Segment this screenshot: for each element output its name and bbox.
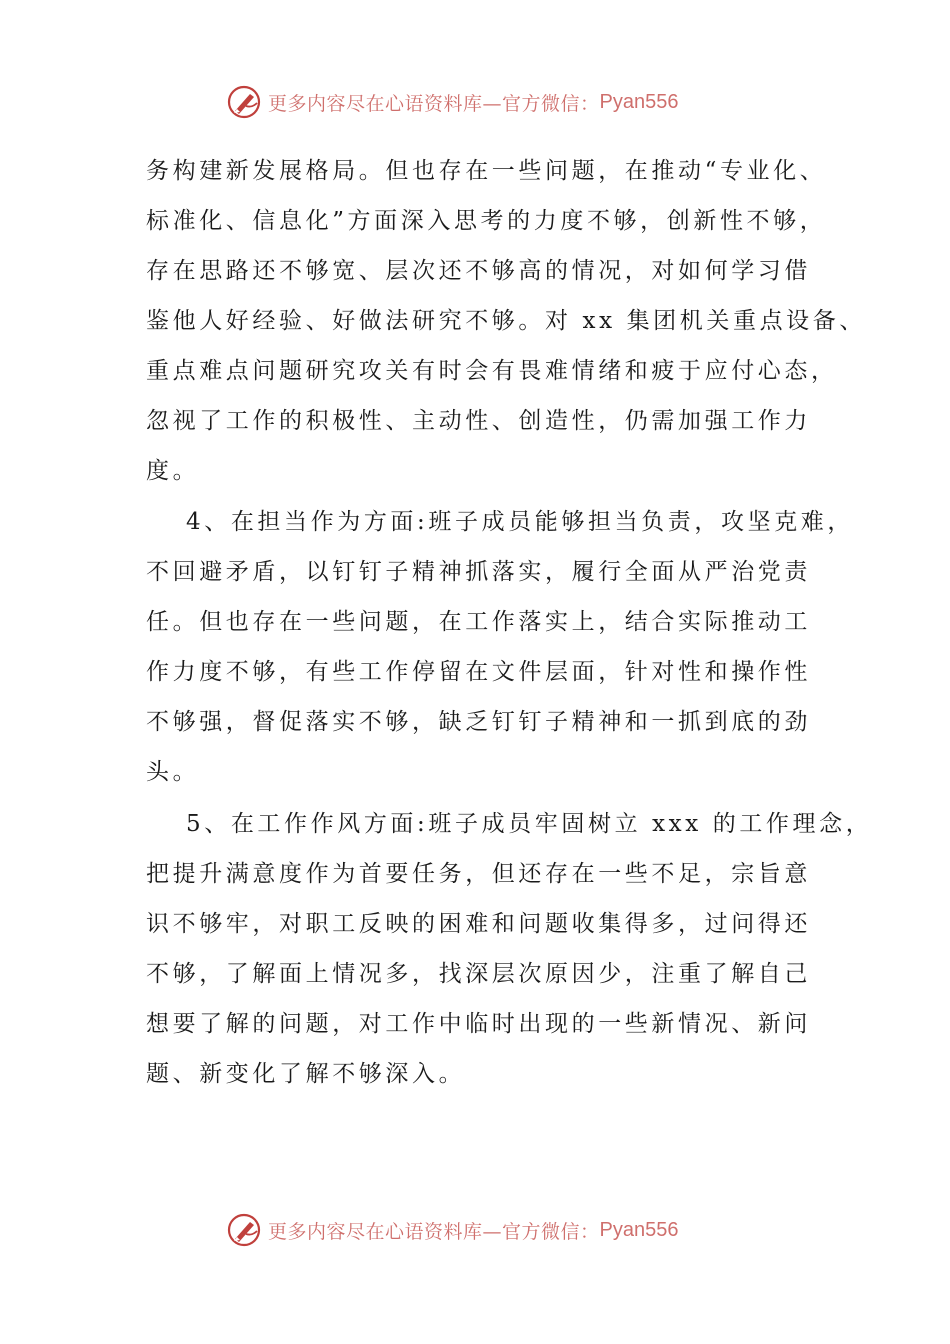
text-line: 鉴他人好经验、好做法研究不够。对 xx 集团机关重点设备、 — [146, 308, 866, 334]
banner-wechat-handle: Pyan556 — [599, 90, 679, 113]
text-line: 识不够牢，对职工反映的困难和问题收集得多，过问得还 — [146, 911, 811, 937]
text-line: 任。但也存在一些问题，在工作落实上，结合实际推动工 — [146, 609, 811, 635]
banner-wechat-handle: Pyan556 — [599, 1218, 679, 1241]
banner-text: 更多内容尽在心语资料库—官方微信： — [268, 1220, 600, 1243]
pen-logo-icon — [226, 84, 262, 120]
text-line: 想要了解的问题，对工作中临时出现的一些新情况、新问 — [146, 1011, 811, 1037]
text-line: 重点难点问题研究攻关有时会有畏难情绪和疲于应付心态， — [146, 358, 838, 384]
paragraph-4-first-line: 4、在担当作为方面:班子成员能够担当负责，攻坚克难， — [186, 509, 854, 535]
text-line: 题、新变化了解不够深入。 — [146, 1061, 466, 1087]
text-line: 忽视了工作的积极性、主动性、创造性，仍需加强工作力 — [146, 408, 811, 434]
header-watermark-banner — [226, 82, 746, 122]
text-line: 标准化、信息化”方面深入思考的力度不够，创新性不够， — [146, 208, 827, 234]
banner-text: 更多内容尽在心语资料库—官方微信： — [268, 92, 600, 115]
text-line: 存在思路还不够宽、层次还不够高的情况，对如何学习借 — [146, 258, 811, 284]
paragraph-5-first-line: 5、在工作作风方面:班子成员牢固树立 xxx 的工作理念， — [186, 811, 873, 837]
text-line: 不够强，督促落实不够，缺乏钉钉子精神和一抓到底的劲 — [146, 709, 811, 735]
pen-logo-icon — [226, 1212, 262, 1248]
footer-watermark-banner — [226, 1210, 746, 1250]
text-line: 不够，了解面上情况多，找深层次原因少，注重了解自己 — [146, 961, 811, 987]
text-line: 作力度不够，有些工作停留在文件层面，针对性和操作性 — [146, 659, 811, 685]
text-line: 头。 — [146, 759, 200, 785]
text-line: 务构建新发展格局。但也存在一些问题，在推动“专业化、 — [146, 158, 827, 184]
text-line: 把提升满意度作为首要任务，但还存在一些不足，宗旨意 — [146, 861, 811, 887]
text-line: 不回避矛盾，以钉钉子精神抓落实，履行全面从严治党责 — [146, 559, 811, 585]
text-line: 度。 — [146, 458, 200, 484]
